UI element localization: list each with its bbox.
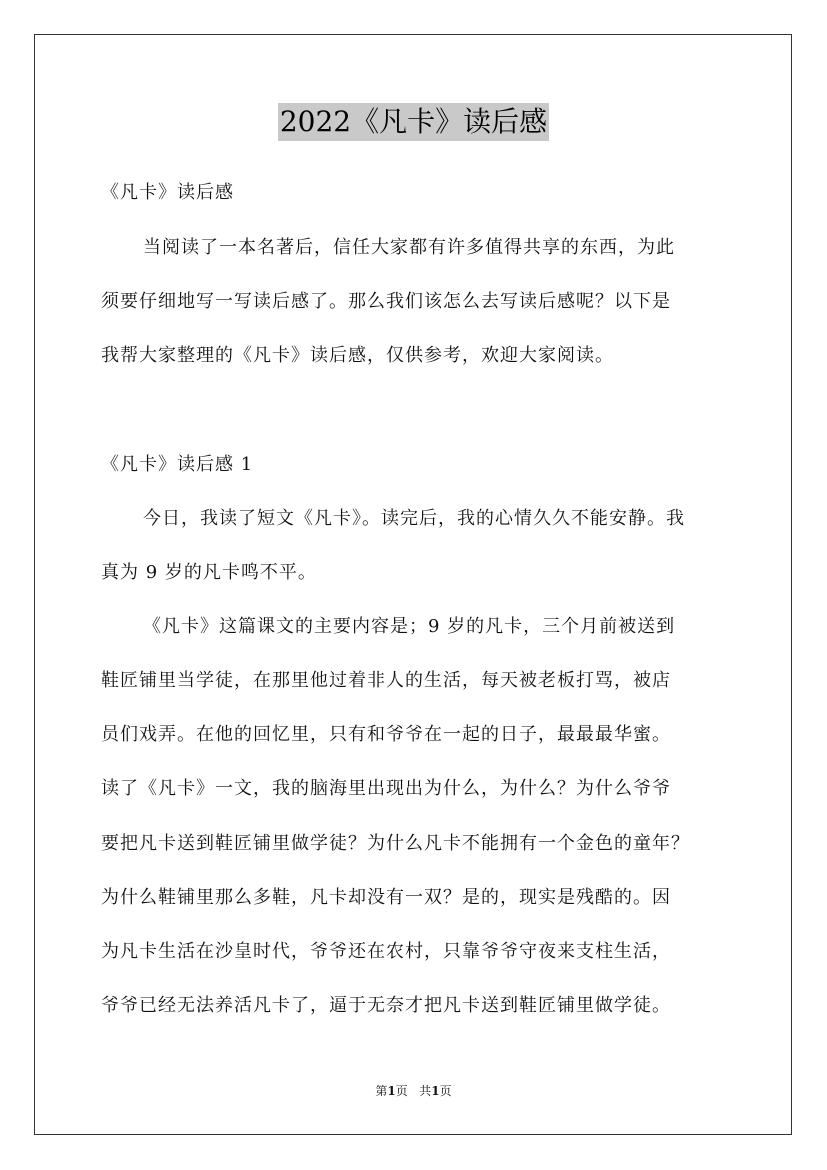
para2-line-4: 读了《凡卡》一文，我的脑海里出现出为什么，为什么？为什么爷爷: [101, 778, 671, 799]
total-prefix: 共: [419, 1084, 432, 1098]
page-total: 1: [431, 1084, 440, 1098]
para2-line-3: 员们戏弄。在他的回忆里，只有和爷爷在一起的日子，最最最华蜜。: [101, 724, 671, 745]
para2-line-2: 鞋匠铺里当学徒，在那里他过着非人的生活，每天被老板打骂，被店: [101, 670, 671, 691]
intro-heading: 《凡卡》读后感: [101, 182, 234, 203]
para2-line-6: 为什么鞋铺里那么多鞋，凡卡却没有一双？是的，现实是残酷的。因: [101, 887, 671, 908]
para1-line-1: 今日，我读了短文《凡卡》。读完后，我的心情久久不能安静。我: [143, 508, 685, 529]
para2-line-5: 要把凡卡送到鞋匠铺里做学徒？为什么凡卡不能拥有一个金色的童年？: [101, 833, 690, 854]
intro-line-1: 当阅读了一本名著后，信任大家都有许多值得共享的东西，为此: [143, 237, 675, 258]
page-prefix: 第: [375, 1084, 388, 1098]
document-title: 2022《凡卡》读后感: [278, 103, 549, 141]
para2-line-1: 《凡卡》这篇课文的主要内容是；9 岁的凡卡，三个月前被送到: [143, 616, 676, 637]
section1-heading: 《凡卡》读后感 1: [101, 454, 254, 475]
page-footer: [0, 1083, 827, 1099]
para1-line-2: 真为 9 岁的凡卡鸣不平。: [101, 562, 317, 583]
para2-line-8: 爷爷已经无法养活凡卡了，逼于无奈才把凡卡送到鞋匠铺里做学徒。: [101, 995, 671, 1016]
title-container: [0, 103, 827, 141]
para2-line-7: 为凡卡生活在沙皇时代，爷爷还在农村，只靠爷爷守夜来支柱生活，: [101, 941, 671, 962]
intro-line-3: 我帮大家整理的《凡卡》读后感，仅供参考，欢迎大家阅读。: [101, 345, 614, 366]
page-current: 1: [387, 1084, 396, 1098]
intro-line-2: 须要仔细地写一写读后感了。那么我们该怎么去写读后感呢？以下是: [101, 291, 671, 312]
page-suffix: 页: [395, 1084, 408, 1098]
total-suffix: 页: [439, 1084, 452, 1098]
